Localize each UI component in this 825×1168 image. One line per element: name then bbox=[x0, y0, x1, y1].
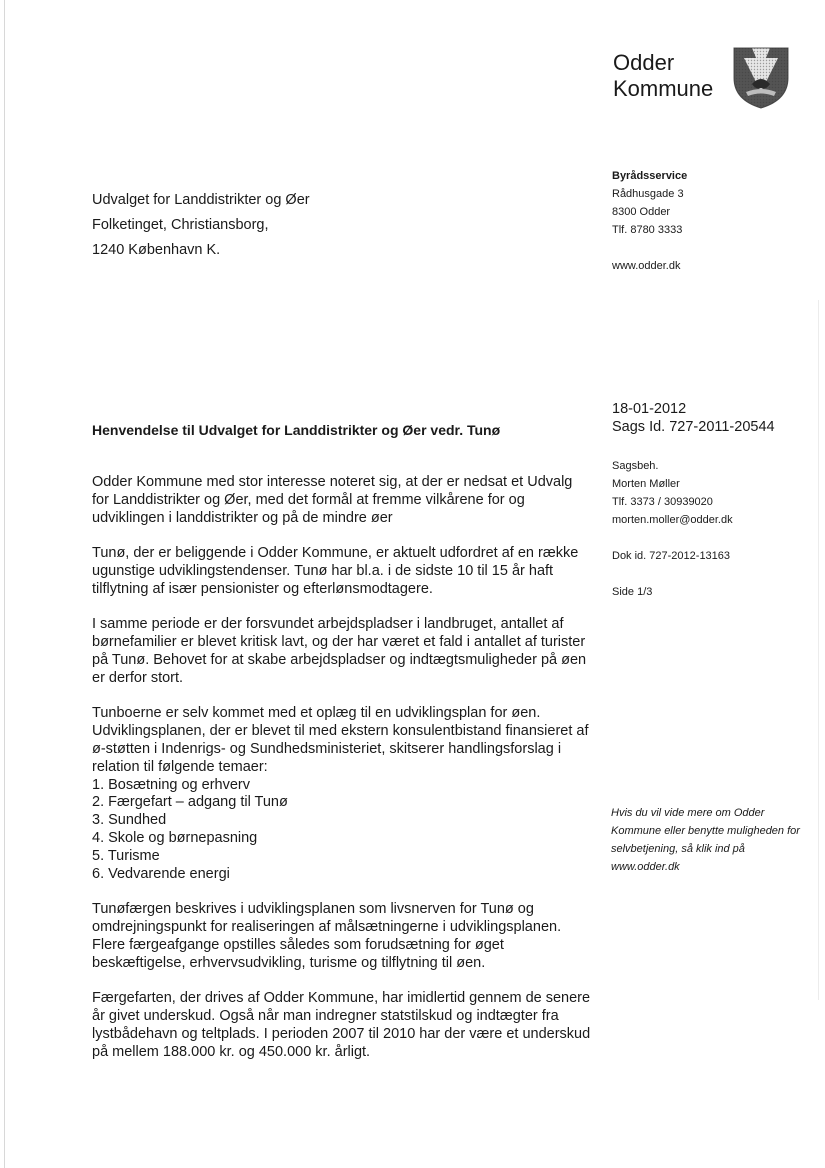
sender-street: Rådhusgade 3 bbox=[612, 188, 684, 200]
recipient-address-block bbox=[92, 188, 310, 263]
body-paragraph-4: Tunboerne er selv kommet med et oplæg til en udviklingsplan for øen. Udviklingsplanen, der er blevet til med ekstern konsulentbistand finansieret af ø-støtten i Indenrigs- og Sundhedsministeriet, skitserer handlingsforslag i relation til følgende temaer: bbox=[92, 705, 589, 775]
body-paragraph-3: I samme periode er der forsvundet arbejdspladser i landbruget, antallet af børnefamilier er blevet kritisk lavt, og der har været et fald i antallet af turister på Tunø. Behovet for at skabe arbejdspladser og indtægtsmuligheder på øen er derfor stort. bbox=[92, 616, 587, 686]
list-item: 1. Bosætning og erhverv bbox=[92, 776, 250, 793]
scan-edge bbox=[4, 0, 5, 1168]
logo-line-2: Kommune bbox=[613, 76, 714, 101]
body-paragraph-2: Tunø, der er beliggende i Odder Kommune, er aktuelt udfordret af en række ugunstige udviklingstendenser. Tunø har bl.a. i de sidste 10 til 15 år haft tilflytning af især pensionister og efterlønsmodtagere. bbox=[92, 545, 579, 597]
caseworker-name: Morten Møller bbox=[612, 478, 680, 490]
caseworker-phone: Tlf. 3373 / 30939020 bbox=[612, 496, 713, 508]
caseworker-email-link[interactable]: morten.moller@odder.dk bbox=[612, 514, 733, 526]
list-item: 6. Vedvarende energi bbox=[92, 865, 230, 882]
recipient-line-2: Folketinget, Christiansborg, bbox=[92, 217, 269, 233]
body-paragraph-6: Færgefarten, der drives af Odder Kommune, har imidlertid gennem de senere år givet underskud. Også når man indregner statstilskud og indtægter fra lystbådehavn og teltplads. I perioden 2007 til 2010 har der være et underskud på mellem 188.000 kr. og 450.000 kr. årligt. bbox=[92, 990, 591, 1060]
sender-website-link[interactable]: www.odder.dk bbox=[612, 260, 681, 272]
body-paragraph-5: Tunøfærgen beskrives i udviklingsplanen som livsnerven for Tunø og omdrejningspunkt for realiseringen af målsætningerne i udviklingsplanen. Flere færgeafgange opstilles således som forudsætning for øget beskæftigelse, erhvervsudvikling, turisme og tilflytning til øen. bbox=[92, 901, 562, 971]
sender-city: 8300 Odder bbox=[612, 206, 671, 218]
letter-body bbox=[92, 474, 592, 1079]
recipient-line-3: 1240 København K. bbox=[92, 242, 221, 258]
caseworker-block bbox=[612, 457, 733, 601]
selfservice-note: Hvis du vil vide mere om Odder Kommune eller benytte muligheden for selvbetjening, så klik ind på www.odder.dk bbox=[611, 807, 800, 873]
list-item: 5. Turisme bbox=[92, 847, 160, 864]
document-id: Dok id. 727-2012-13163 bbox=[612, 550, 731, 562]
letter-subject: Henvendelse til Udvalget for Landdistrikter og Øer vedr. Tunø bbox=[92, 422, 501, 438]
logo-line-1: Odder bbox=[613, 50, 675, 75]
list-item: 2. Færgefart – adgang til Tunø bbox=[92, 794, 288, 811]
sender-address-block bbox=[612, 167, 687, 275]
sender-department: Byrådsservice bbox=[612, 170, 688, 182]
caseworker-label: Sagsbeh. bbox=[612, 460, 659, 472]
body-paragraph-1: Odder Kommune med stor interesse noteret sig, at der er nedsat et Udvalg for Landdistrikter og Øer, med det formål at fremme vilkårene for og udviklingen i landdistrikter og på de mindre øer bbox=[92, 474, 573, 526]
list-item: 4. Skole og børnepasning bbox=[92, 829, 258, 846]
letter-date: 18-01-2012 bbox=[612, 401, 687, 417]
list-item: 3. Sundhed bbox=[92, 812, 167, 829]
case-id: Sags Id. 727-2011-20544 bbox=[612, 419, 775, 435]
municipality-logo-text bbox=[613, 50, 713, 102]
page-number: Side 1/3 bbox=[612, 586, 653, 598]
sender-phone: Tlf. 8780 3333 bbox=[612, 224, 683, 236]
recipient-line-1: Udvalget for Landdistrikter og Øer bbox=[92, 192, 310, 208]
date-block bbox=[612, 400, 775, 436]
scan-edge-right bbox=[818, 300, 819, 1000]
themes-list bbox=[92, 777, 592, 884]
coat-of-arms-icon bbox=[732, 44, 790, 110]
